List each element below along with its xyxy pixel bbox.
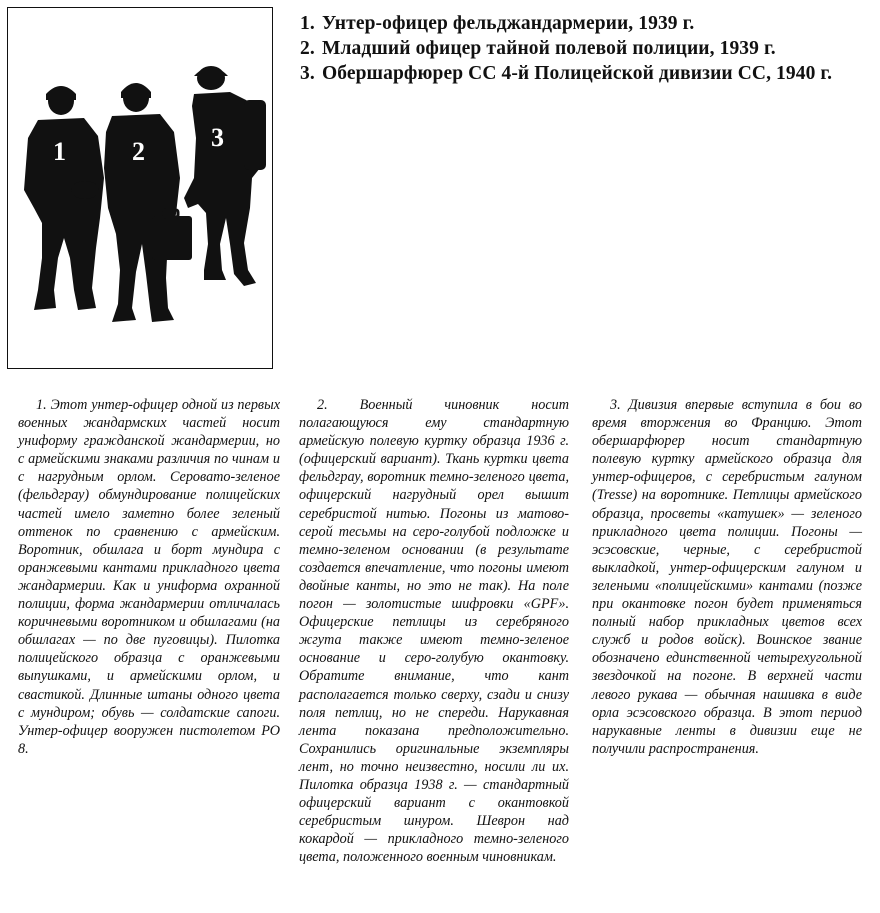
silhouette-2 bbox=[104, 83, 192, 322]
caption-list bbox=[300, 12, 860, 87]
silhouette-drawing bbox=[8, 8, 271, 367]
description-column-1 bbox=[18, 396, 280, 758]
caption-text: Младший офицер тайной полевой полиции, 1939 г. bbox=[322, 38, 776, 59]
description-text-2: 2. Военный чиновник носит полагающуюся ему стандартную армейскую полевую куртку образца 1936 г. (офицерский вариант). Ткань куртки цвета фельдграу, воротник темно-зеленого цвета, офицерский нагрудный орел вышит серебристой нитью. Погоны из матово-серой тесьмы на серо-голубой подложке и темно-зеленом основании (в результате создается впечатление, что погоны имеют двойные канты, но это не так). На поле погон — золотистые шифровки «GPF». Офицерские петлицы из серебряного жгута также имеют темно-зеленое основание и серо-голубую окантовку. Обратите внимание, что кант располагается только сверху, сзади и снизу поля петлиц, но не спереди. Нарукавная лента показана предположительно. Сохранились оригинальные экземпляры лент, но точно неизвестно, носили ли их. Пилотка образца 1938 г. — стандартный офицерский вариант с окантовкой серебристым шнуром. Шеврон над кокардой — прикладного темно-зеленого цвета, положенного военным чиновникам. bbox=[299, 397, 569, 866]
silhouette-3 bbox=[184, 66, 266, 286]
figure-number-2: 2 bbox=[132, 137, 145, 166]
description-column-2 bbox=[299, 396, 569, 866]
figure-number-3: 3 bbox=[211, 123, 224, 152]
caption-text: Обершарфюрер СС 4-й Полицейской дивизии СС, 1940 г. bbox=[322, 63, 833, 84]
silhouette-1 bbox=[24, 86, 104, 310]
caption-item: 3. Обершарфюрер СС 4-й Полицейской дивизии СС, 1940 г. bbox=[300, 63, 833, 84]
description-text-3: 3. Дивизия впервые вступила в бои во время вторжения во Францию. Этот обершарфюрер носит стандартную полевую куртку армейского образца для унтер-офицеров, с серебристым галуном (Tresse) на воротнике. Петлицы армейского образца, просветы «катушек» — зеленого прикладного цвета полиции. Погоны — эсэсовские, черные, с серебристой выкладкой, унтер-офицерским галуном и зелеными «полицейскими» кантами (позже при окантовке погон будет применяться полный набор прикладных цветов всех служб и родов войск). Воинское звание обозначено единственной четырехугольной звездочкой на погоне. В верхней части левого рукава — обычная нашивка в виде орла эсэсовского образца. В этот период нарукавные ленты в дивизии еще не получили распространения. bbox=[592, 397, 862, 757]
description-text-1: 1. Этот унтер-офицер одной из первых военных жандармских частей носит униформу гражданской жандармерии, но с армейскими знаками различия по чинам и с нагрудным орлом. Серовато-зеленое (фельдграу) обмундирование полицейских частей имело заметно более зеленый оттенок по сравнению с армейским. Воротник, обшлага и борт мундира с оранжевыми кантами прикладного цвета жандармерии. Как и униформа охранной полиции, форма жандармерии отличалась коричневыми воротником и обшлагами (на обшлагах — по две пуговицы). Пилотка полицейского образца с оранжевыми выпушками, и армейскими орлом, и свастикой. Длинные штаны одного цвета с мундиром; обувь — солдатские сапоги. Унтер-офицер вооружен пистолетом РО 8. bbox=[18, 397, 280, 757]
figure-number-1: 1 bbox=[53, 137, 66, 166]
caption-text: Унтер-офицер фельджандармерии, 1939 г. bbox=[322, 13, 695, 34]
figure-silhouettes bbox=[7, 7, 273, 369]
caption-item: 2. Младший офицер тайной полевой полиции, 1939 г. bbox=[300, 38, 776, 59]
description-column-3 bbox=[592, 396, 862, 758]
caption-item: 1. Унтер-офицер фельджандармерии, 1939 г. bbox=[300, 13, 695, 34]
